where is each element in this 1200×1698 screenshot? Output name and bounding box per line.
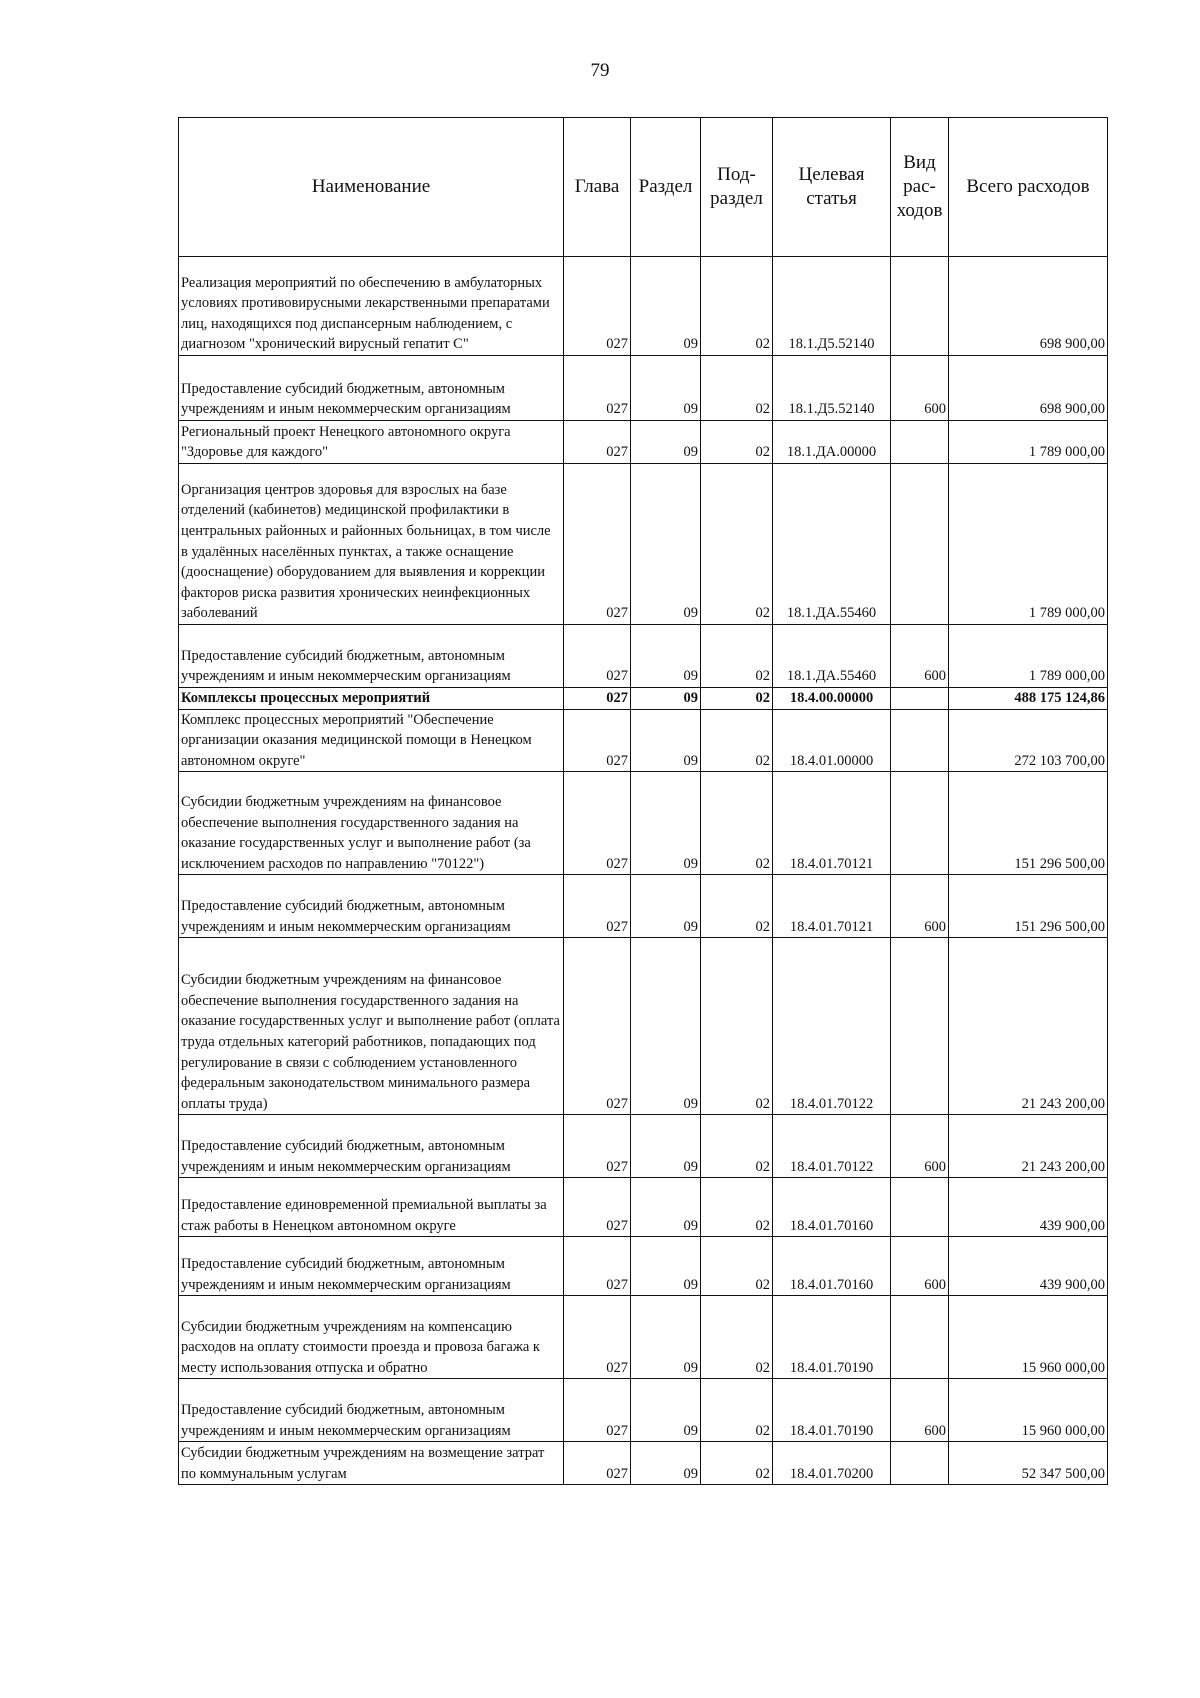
row-article-cell: 18.4.01.70200 xyxy=(773,1442,891,1485)
row-subsection-cell: 02 xyxy=(701,1237,773,1296)
row-chapter-cell: 027 xyxy=(564,688,631,710)
row-name-cell: Реализация мероприятий по обеспечению в амбулаторных условиях противовирусными лекарственными препаратами лиц, находящихся под диспансерным наблюдением, с диагнозом "хронический вирусный гепатит С" xyxy=(179,257,564,356)
row-subsection-cell: 02 xyxy=(701,1442,773,1485)
row-expense-type-cell xyxy=(891,1442,949,1485)
table-row xyxy=(179,464,1108,625)
table-body xyxy=(179,257,1108,1485)
row-name-cell: Предоставление субсидий бюджетным, автономным учреждениям и иным некоммерческим организациям xyxy=(179,625,564,688)
row-chapter-cell: 027 xyxy=(564,1296,631,1379)
row-chapter-cell: 027 xyxy=(564,875,631,938)
table-row xyxy=(179,1115,1108,1178)
row-total-cell: 15 960 000,00 xyxy=(949,1379,1108,1442)
row-chapter-cell: 027 xyxy=(564,1115,631,1178)
row-article-cell: 18.4.01.70190 xyxy=(773,1379,891,1442)
row-chapter-cell: 027 xyxy=(564,1379,631,1442)
row-section-cell: 09 xyxy=(631,709,701,772)
table-row xyxy=(179,1178,1108,1237)
row-total-cell: 439 900,00 xyxy=(949,1237,1108,1296)
column-header-chapter: Глава xyxy=(564,118,631,257)
row-article-cell: 18.4.01.70122 xyxy=(773,1115,891,1178)
row-total-cell: 272 103 700,00 xyxy=(949,709,1108,772)
row-subsection-cell: 02 xyxy=(701,356,773,421)
row-total-cell: 21 243 200,00 xyxy=(949,1115,1108,1178)
row-total-cell: 698 900,00 xyxy=(949,257,1108,356)
row-expense-type-cell xyxy=(891,772,949,875)
row-chapter-cell: 027 xyxy=(564,1178,631,1237)
row-name-cell: Предоставление единовременной премиальной выплаты за стаж работы в Ненецком автономном округе xyxy=(179,1178,564,1237)
row-expense-type-cell xyxy=(891,1178,949,1237)
row-subsection-cell: 02 xyxy=(701,257,773,356)
row-subsection-cell: 02 xyxy=(701,421,773,464)
row-subsection-cell: 02 xyxy=(701,709,773,772)
row-chapter-cell: 027 xyxy=(564,356,631,421)
row-section-cell: 09 xyxy=(631,1178,701,1237)
row-article-cell: 18.1.ДА.55460 xyxy=(773,625,891,688)
table-row xyxy=(179,1296,1108,1379)
row-name-cell: Предоставление субсидий бюджетным, автономным учреждениям и иным некоммерческим организациям xyxy=(179,1237,564,1296)
row-expense-type-cell: 600 xyxy=(891,1237,949,1296)
table-row xyxy=(179,257,1108,356)
row-section-cell: 09 xyxy=(631,688,701,710)
row-section-cell: 09 xyxy=(631,464,701,625)
row-total-cell: 21 243 200,00 xyxy=(949,938,1108,1115)
row-article-cell: 18.1.Д5.52140 xyxy=(773,356,891,421)
row-expense-type-cell xyxy=(891,709,949,772)
column-header-total: Всего расходов xyxy=(949,118,1108,257)
row-total-cell: 698 900,00 xyxy=(949,356,1108,421)
row-section-cell: 09 xyxy=(631,1237,701,1296)
row-total-cell: 1 789 000,00 xyxy=(949,625,1108,688)
row-article-cell: 18.4.01.70121 xyxy=(773,875,891,938)
row-subsection-cell: 02 xyxy=(701,1178,773,1237)
column-header-section: Раздел xyxy=(631,118,701,257)
row-article-cell: 18.1.ДА.55460 xyxy=(773,464,891,625)
page-number: 79 xyxy=(590,60,610,81)
row-chapter-cell: 027 xyxy=(564,464,631,625)
table-row xyxy=(179,875,1108,938)
row-article-cell: 18.4.01.70160 xyxy=(773,1237,891,1296)
row-expense-type-cell xyxy=(891,464,949,625)
row-subsection-cell: 02 xyxy=(701,938,773,1115)
row-name-cell: Организация центров здоровья для взрослых на базе отделений (кабинетов) медицинской профилактики в центральных районных и районных больницах, в том числе в удалённых населённых пунктах, а также оснащение (дооснащение) оборудованием для выявления и коррекции факторов риска развития хронических неинфекционных заболеваний xyxy=(179,464,564,625)
table-row xyxy=(179,421,1108,464)
row-chapter-cell: 027 xyxy=(564,772,631,875)
table-row xyxy=(179,625,1108,688)
row-total-cell: 439 900,00 xyxy=(949,1178,1108,1237)
row-total-cell: 488 175 124,86 xyxy=(949,688,1108,710)
row-chapter-cell: 027 xyxy=(564,1442,631,1485)
row-total-cell: 52 347 500,00 xyxy=(949,1442,1108,1485)
row-name-cell: Комплекс процессных мероприятий "Обеспечение организации оказания медицинской помощи в Ненецком автономном округе" xyxy=(179,709,564,772)
row-name-cell: Комплексы процессных мероприятий xyxy=(179,688,564,710)
row-section-cell: 09 xyxy=(631,938,701,1115)
row-expense-type-cell xyxy=(891,257,949,356)
row-subsection-cell: 02 xyxy=(701,464,773,625)
column-header-target-article: Целевая статья xyxy=(773,118,891,257)
row-subsection-cell: 02 xyxy=(701,1379,773,1442)
row-name-cell: Предоставление субсидий бюджетным, автономным учреждениям и иным некоммерческим организациям xyxy=(179,1379,564,1442)
row-expense-type-cell xyxy=(891,688,949,710)
row-article-cell: 18.4.01.70122 xyxy=(773,938,891,1115)
row-subsection-cell: 02 xyxy=(701,875,773,938)
row-name-cell: Субсидии бюджетным учреждениям на финансовое обеспечение выполнения государственного задания на оказание государственных услуг и выполнение работ (за исключением расходов по направлению "70122") xyxy=(179,772,564,875)
row-section-cell: 09 xyxy=(631,772,701,875)
table-header xyxy=(179,118,1108,257)
row-expense-type-cell xyxy=(891,1296,949,1379)
column-header-subsection: Под- раздел xyxy=(701,118,773,257)
row-article-cell: 18.1.ДА.00000 xyxy=(773,421,891,464)
row-article-cell: 18.1.Д5.52140 xyxy=(773,257,891,356)
row-name-cell: Субсидии бюджетным учреждениям на возмещение затрат по коммунальным услугам xyxy=(179,1442,564,1485)
row-chapter-cell: 027 xyxy=(564,938,631,1115)
table-row xyxy=(179,1237,1108,1296)
table-row xyxy=(179,772,1108,875)
column-header-name: Наименование xyxy=(179,118,564,257)
row-subsection-cell: 02 xyxy=(701,1115,773,1178)
row-name-cell: Региональный проект Ненецкого автономного округа "Здоровье для каждого" xyxy=(179,421,564,464)
row-section-cell: 09 xyxy=(631,1296,701,1379)
row-section-cell: 09 xyxy=(631,1115,701,1178)
table-row xyxy=(179,688,1108,710)
table-row xyxy=(179,1379,1108,1442)
row-article-cell: 18.4.01.70121 xyxy=(773,772,891,875)
row-subsection-cell: 02 xyxy=(701,1296,773,1379)
row-article-cell: 18.4.01.00000 xyxy=(773,709,891,772)
row-expense-type-cell: 600 xyxy=(891,625,949,688)
row-chapter-cell: 027 xyxy=(564,257,631,356)
table-row xyxy=(179,356,1108,421)
row-section-cell: 09 xyxy=(631,875,701,938)
row-expense-type-cell xyxy=(891,421,949,464)
row-subsection-cell: 02 xyxy=(701,772,773,875)
row-name-cell: Субсидии бюджетным учреждениям на компенсацию расходов на оплату стоимости проезда и провоза багажа к месту использования отпуска и обратно xyxy=(179,1296,564,1379)
row-chapter-cell: 027 xyxy=(564,1237,631,1296)
row-article-cell: 18.4.00.00000 xyxy=(773,688,891,710)
row-total-cell: 15 960 000,00 xyxy=(949,1296,1108,1379)
row-chapter-cell: 027 xyxy=(564,709,631,772)
budget-table xyxy=(178,117,1108,1485)
row-expense-type-cell: 600 xyxy=(891,1379,949,1442)
row-article-cell: 18.4.01.70160 xyxy=(773,1178,891,1237)
row-chapter-cell: 027 xyxy=(564,625,631,688)
row-name-cell: Предоставление субсидий бюджетным, автономным учреждениям и иным некоммерческим организациям xyxy=(179,356,564,421)
table-row xyxy=(179,1442,1108,1485)
row-section-cell: 09 xyxy=(631,1379,701,1442)
row-name-cell: Предоставление субсидий бюджетным, автономным учреждениям и иным некоммерческим организациям xyxy=(179,1115,564,1178)
row-section-cell: 09 xyxy=(631,257,701,356)
row-total-cell: 151 296 500,00 xyxy=(949,772,1108,875)
row-section-cell: 09 xyxy=(631,421,701,464)
column-header-expense-type: Вид рас- ходов xyxy=(891,118,949,257)
row-total-cell: 151 296 500,00 xyxy=(949,875,1108,938)
row-name-cell: Субсидии бюджетным учреждениям на финансовое обеспечение выполнения государственного задания на оказание государственных услуг и выполнение работ (оплата труда отдельных категорий работников, попадающих под регулирование в связи с соблюдением установленного федеральным законодательством минимального размера оплаты труда) xyxy=(179,938,564,1115)
row-expense-type-cell: 600 xyxy=(891,1115,949,1178)
row-subsection-cell: 02 xyxy=(701,625,773,688)
row-expense-type-cell: 600 xyxy=(891,875,949,938)
row-article-cell: 18.4.01.70190 xyxy=(773,1296,891,1379)
row-section-cell: 09 xyxy=(631,356,701,421)
table-row xyxy=(179,709,1108,772)
row-total-cell: 1 789 000,00 xyxy=(949,464,1108,625)
table-row xyxy=(179,938,1108,1115)
row-expense-type-cell xyxy=(891,938,949,1115)
row-section-cell: 09 xyxy=(631,1442,701,1485)
row-section-cell: 09 xyxy=(631,625,701,688)
row-subsection-cell: 02 xyxy=(701,688,773,710)
row-expense-type-cell: 600 xyxy=(891,356,949,421)
row-total-cell: 1 789 000,00 xyxy=(949,421,1108,464)
row-chapter-cell: 027 xyxy=(564,421,631,464)
row-name-cell: Предоставление субсидий бюджетным, автономным учреждениям и иным некоммерческим организациям xyxy=(179,875,564,938)
